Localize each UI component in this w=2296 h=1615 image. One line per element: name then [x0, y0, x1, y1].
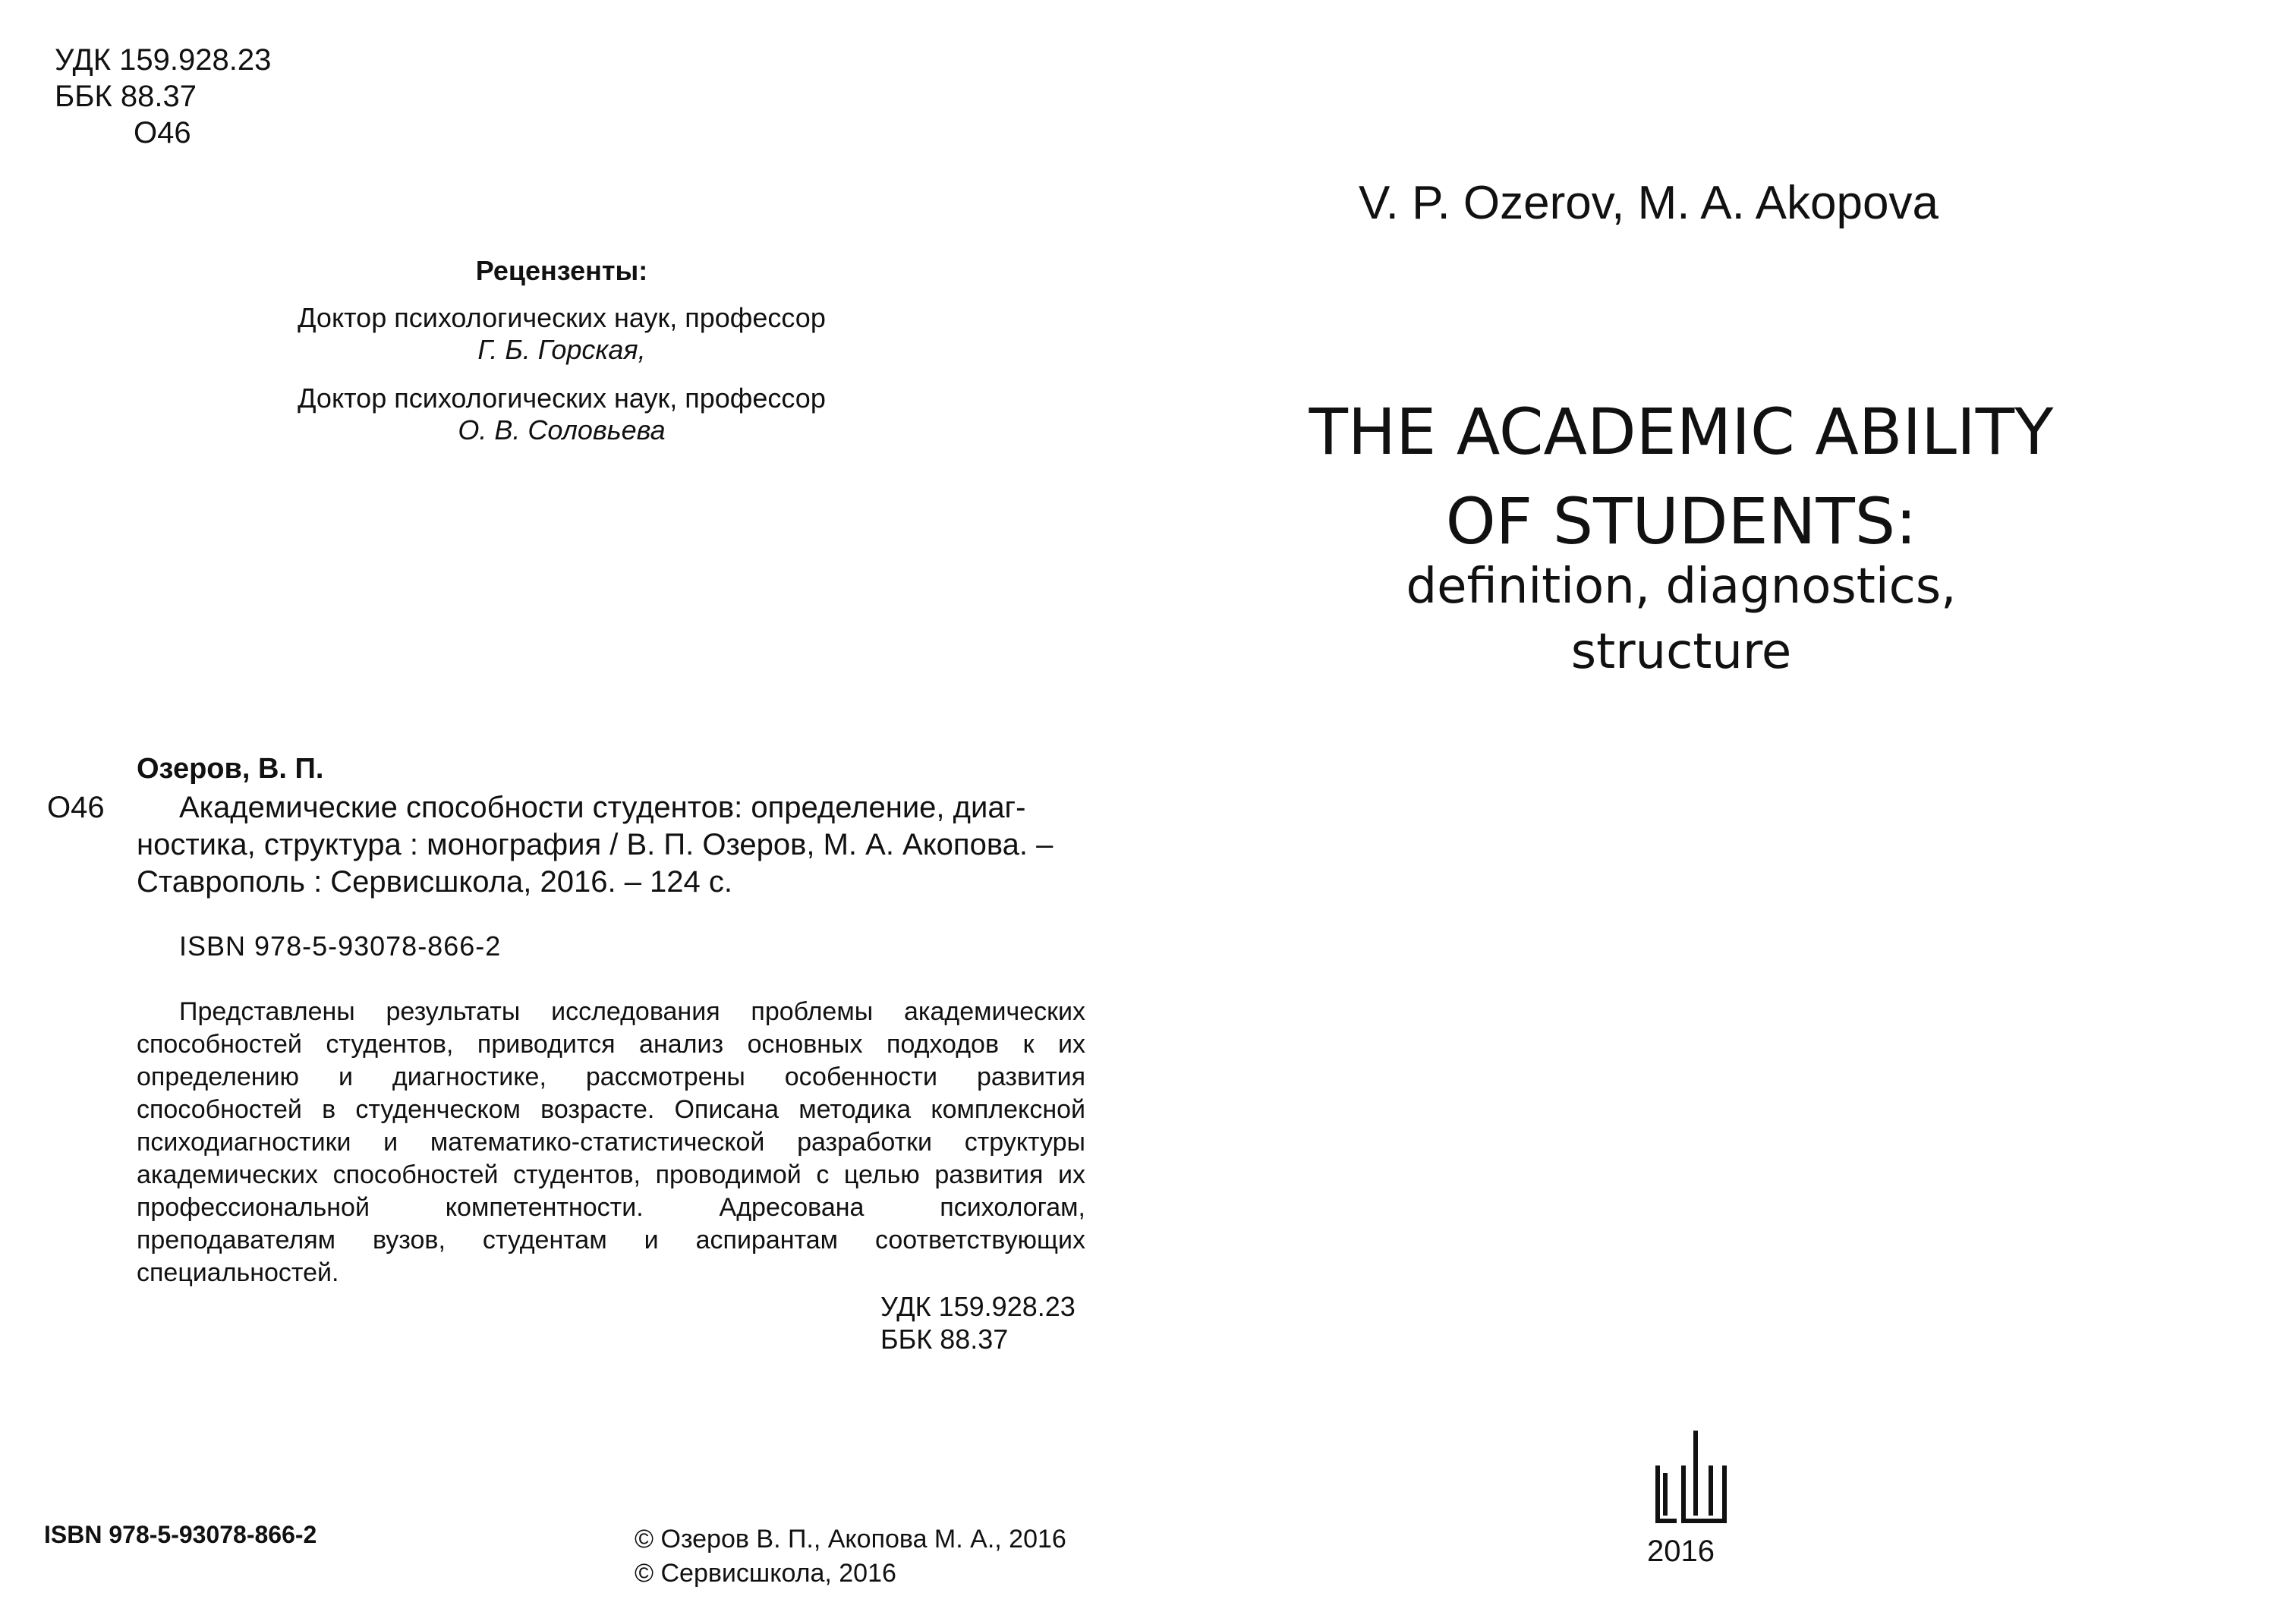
bib-isbn: ISBN 978-5-93078-866-2	[179, 930, 502, 962]
udk-code: УДК 159.928.23	[880, 1291, 1076, 1322]
udk-code: УДК 159.928.23	[55, 43, 272, 77]
english-subtitle	[1252, 554, 2110, 685]
bib-line-2: ностика, структура : монография / В. П. Озеров, М. А. Акопова. –	[137, 828, 1054, 861]
publication-year: 2016	[1647, 1535, 1715, 1568]
author-mark: О46	[134, 116, 191, 150]
reviewers-section	[250, 255, 873, 463]
reviewer-name: Г. Б. Горская,	[477, 334, 646, 365]
catalog-codes-bottom	[880, 1290, 1076, 1355]
reviewer-1	[250, 302, 873, 366]
publisher-logo-icon	[1653, 1428, 1729, 1524]
title-line-1: THE ACADEMIC ABILITY	[1309, 395, 2054, 469]
english-authors: V. P. Ozerov, M. A. Akopova	[1359, 177, 1939, 229]
bib-line-1: Академические способности студентов: определение, диаг-	[179, 791, 1026, 824]
bibliographic-record	[137, 789, 1123, 901]
reviewer-degree: Доктор психологических наук, профессор	[298, 382, 826, 414]
abstract-paragraph: Представлены результаты исследования проблемы академических способностей студентов, приводится анализ основных подходов к их определению и диагностике, рассмотрены особенности развития способностей в студенческом возрасте. Описана методика комплексной психодиагностики и математико-статистической разработки структуры академических способностей студентов, проводимой с целью развития их профессиональной компетентности. Адресована психологам, преподавателям вузов, студентам и аспирантам соответствующих специальностей.	[137, 997, 1085, 1287]
reviewers-title: Рецензенты:	[475, 255, 648, 286]
reviewer-2	[250, 382, 873, 446]
copyright-authors: © Озеров В. П., Акопова М. А., 2016	[635, 1525, 1066, 1554]
bib-mark: О46	[47, 791, 105, 824]
reviewer-degree: Доктор психологических наук, профессор	[298, 302, 826, 333]
catalog-codes	[55, 42, 271, 151]
title-line-2: OF STUDENTS:	[1445, 484, 1917, 559]
isbn-bottom: ISBN 978-5-93078-866-2	[44, 1521, 317, 1548]
copyright-publisher: © Сервисшкола, 2016	[635, 1559, 896, 1588]
bbk-code: ББК 88.37	[880, 1324, 1009, 1355]
english-title	[1252, 387, 2110, 566]
reviewer-name: О. В. Соловьева	[458, 414, 666, 445]
copyright-block	[635, 1522, 1066, 1591]
bib-line-3: Ставрополь : Сервисшкола, 2016. – 124 с.	[137, 865, 733, 899]
subtitle-line-2: structure	[1570, 624, 1792, 680]
subtitle-line-1: definition, diagnostics,	[1406, 559, 1957, 615]
bbk-code: ББК 88.37	[55, 80, 197, 113]
bib-author: Озеров, В. П.	[137, 753, 324, 785]
